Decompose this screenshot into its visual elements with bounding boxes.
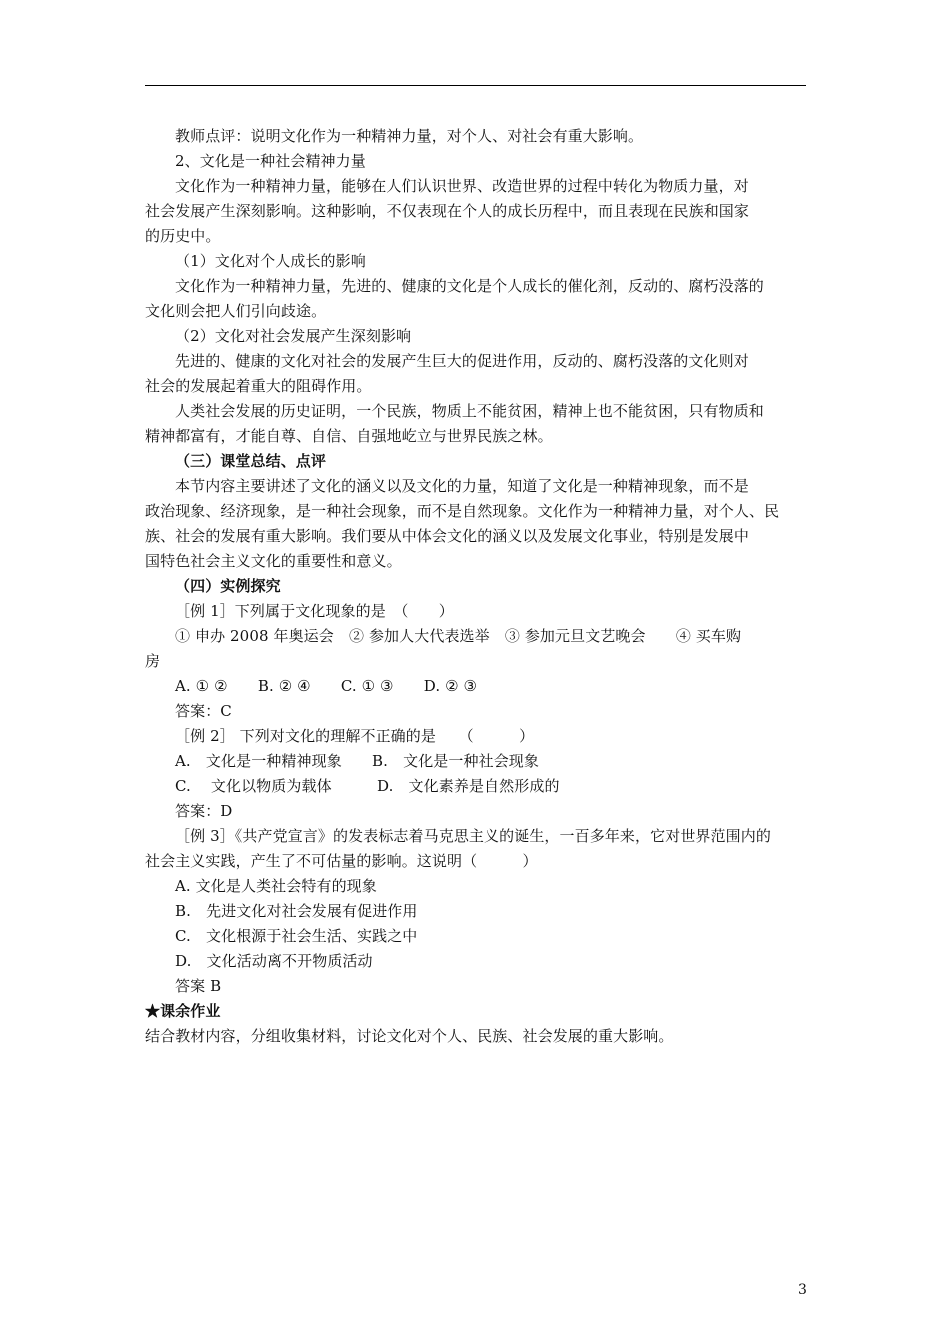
example-3-option-a: A. 文化是人类社会特有的现象 bbox=[175, 877, 377, 895]
paragraph-line: 社会发展产生深刻影响。这种影响，不仅表现在个人的成长历程中，而且表现在民族和国家 bbox=[145, 202, 750, 220]
example-1-items: ① 申办 2008 年奥运会 ② 参加人大代表选举 ③ 参加元旦文艺晚会 ④ 买车购 bbox=[175, 627, 742, 645]
section-heading-4: （四）实例探究 bbox=[175, 577, 281, 595]
example-2-question: ［例 2］ 下列对文化的理解不正确的是 （ ） bbox=[175, 727, 535, 745]
paragraph-line: 本节内容主要讲述了文化的涵义以及文化的力量，知道了文化是一种精神现象，而不是 bbox=[175, 477, 749, 495]
example-3-option-d: D. 文化活动离不开物质活动 bbox=[175, 952, 373, 970]
paragraph-line: 精神都富有，才能自尊、自信、自强地屹立与世界民族之林。 bbox=[145, 427, 553, 445]
homework-text: 结合教材内容，分组收集材料，讨论文化对个人、民族、社会发展的重大影响。 bbox=[145, 1027, 674, 1045]
paragraph-line: 文化作为一种精神力量，能够在人们认识世界、改造世界的过程中转化为物质力量，对 bbox=[175, 177, 749, 195]
page-number: 3 bbox=[798, 1282, 807, 1298]
paragraph-line: 人类社会发展的历史证明，一个民族，物质上不能贫困，精神上也不能贫困，只有物质和 bbox=[175, 402, 764, 420]
teacher-comment: 教师点评：说明文化作为一种精神力量，对个人、对社会有重大影响。 bbox=[175, 127, 644, 145]
section-heading-3: （三）课堂总结、点评 bbox=[175, 452, 327, 470]
example-1-options: A. ① ② B. ② ④ C. ① ③ D. ② ③ bbox=[175, 677, 478, 695]
example-2-options-cd: C. 文化以物质为载体 D. 文化素养是自然形成的 bbox=[175, 777, 560, 795]
paragraph-line: 社会的发展起着重大的阻碍作用。 bbox=[145, 377, 372, 395]
subheading-2: （2）文化对社会发展产生深刻影响 bbox=[175, 327, 412, 345]
paragraph-line: 政治现象、经济现象，是一种社会现象，而不是自然现象。文化作为一种精神力量，对个人、民 bbox=[145, 502, 780, 520]
paragraph-line: 文化则会把人们引向歧途。 bbox=[145, 302, 327, 320]
example-1-answer: 答案：C bbox=[175, 702, 232, 720]
example-3-question: ［例 3］《共产党宣言》的发表标志着马克思主义的诞生，一百多年来，它对世界范围内的 bbox=[175, 827, 771, 845]
example-3-question-cont: 社会主义实践，产生了不可估量的影响。这说明（ ） bbox=[145, 852, 538, 870]
example-3-answer: 答案 B bbox=[175, 977, 222, 995]
paragraph-line: 文化作为一种精神力量，先进的、健康的文化是个人成长的催化剂，反动的、腐朽没落的 bbox=[175, 277, 764, 295]
example-2-answer: 答案：D bbox=[175, 802, 233, 820]
example-3-option-b: B. 先进文化对社会发展有促进作用 bbox=[175, 902, 418, 920]
paragraph-line: 族、社会的发展有重大影响。我们要从中体会文化的涵义以及发展文化事业，特别是发展中 bbox=[145, 527, 750, 545]
subheading-1: （1）文化对个人成长的影响 bbox=[175, 252, 366, 270]
homework-heading: ★课余作业 bbox=[145, 1002, 221, 1020]
example-3-option-c: C. 文化根源于社会生活、实践之中 bbox=[175, 927, 418, 945]
section-heading-2: 2、文化是一种社会精神力量 bbox=[175, 152, 366, 170]
paragraph-line: 国特色社会主义文化的重要性和意义。 bbox=[145, 552, 402, 570]
paragraph-line: 的历史中。 bbox=[145, 227, 221, 245]
header-rule bbox=[145, 85, 806, 86]
paragraph-line: 先进的、健康的文化对社会的发展产生巨大的促进作用，反动的、腐朽没落的文化则对 bbox=[175, 352, 749, 370]
example-2-options-ab: A. 文化是一种精神现象 B. 文化是一种社会现象 bbox=[175, 752, 539, 770]
example-1-items-cont: 房 bbox=[145, 652, 161, 670]
example-1-question: ［例 1］下列属于文化现象的是 （ ） bbox=[175, 602, 454, 620]
